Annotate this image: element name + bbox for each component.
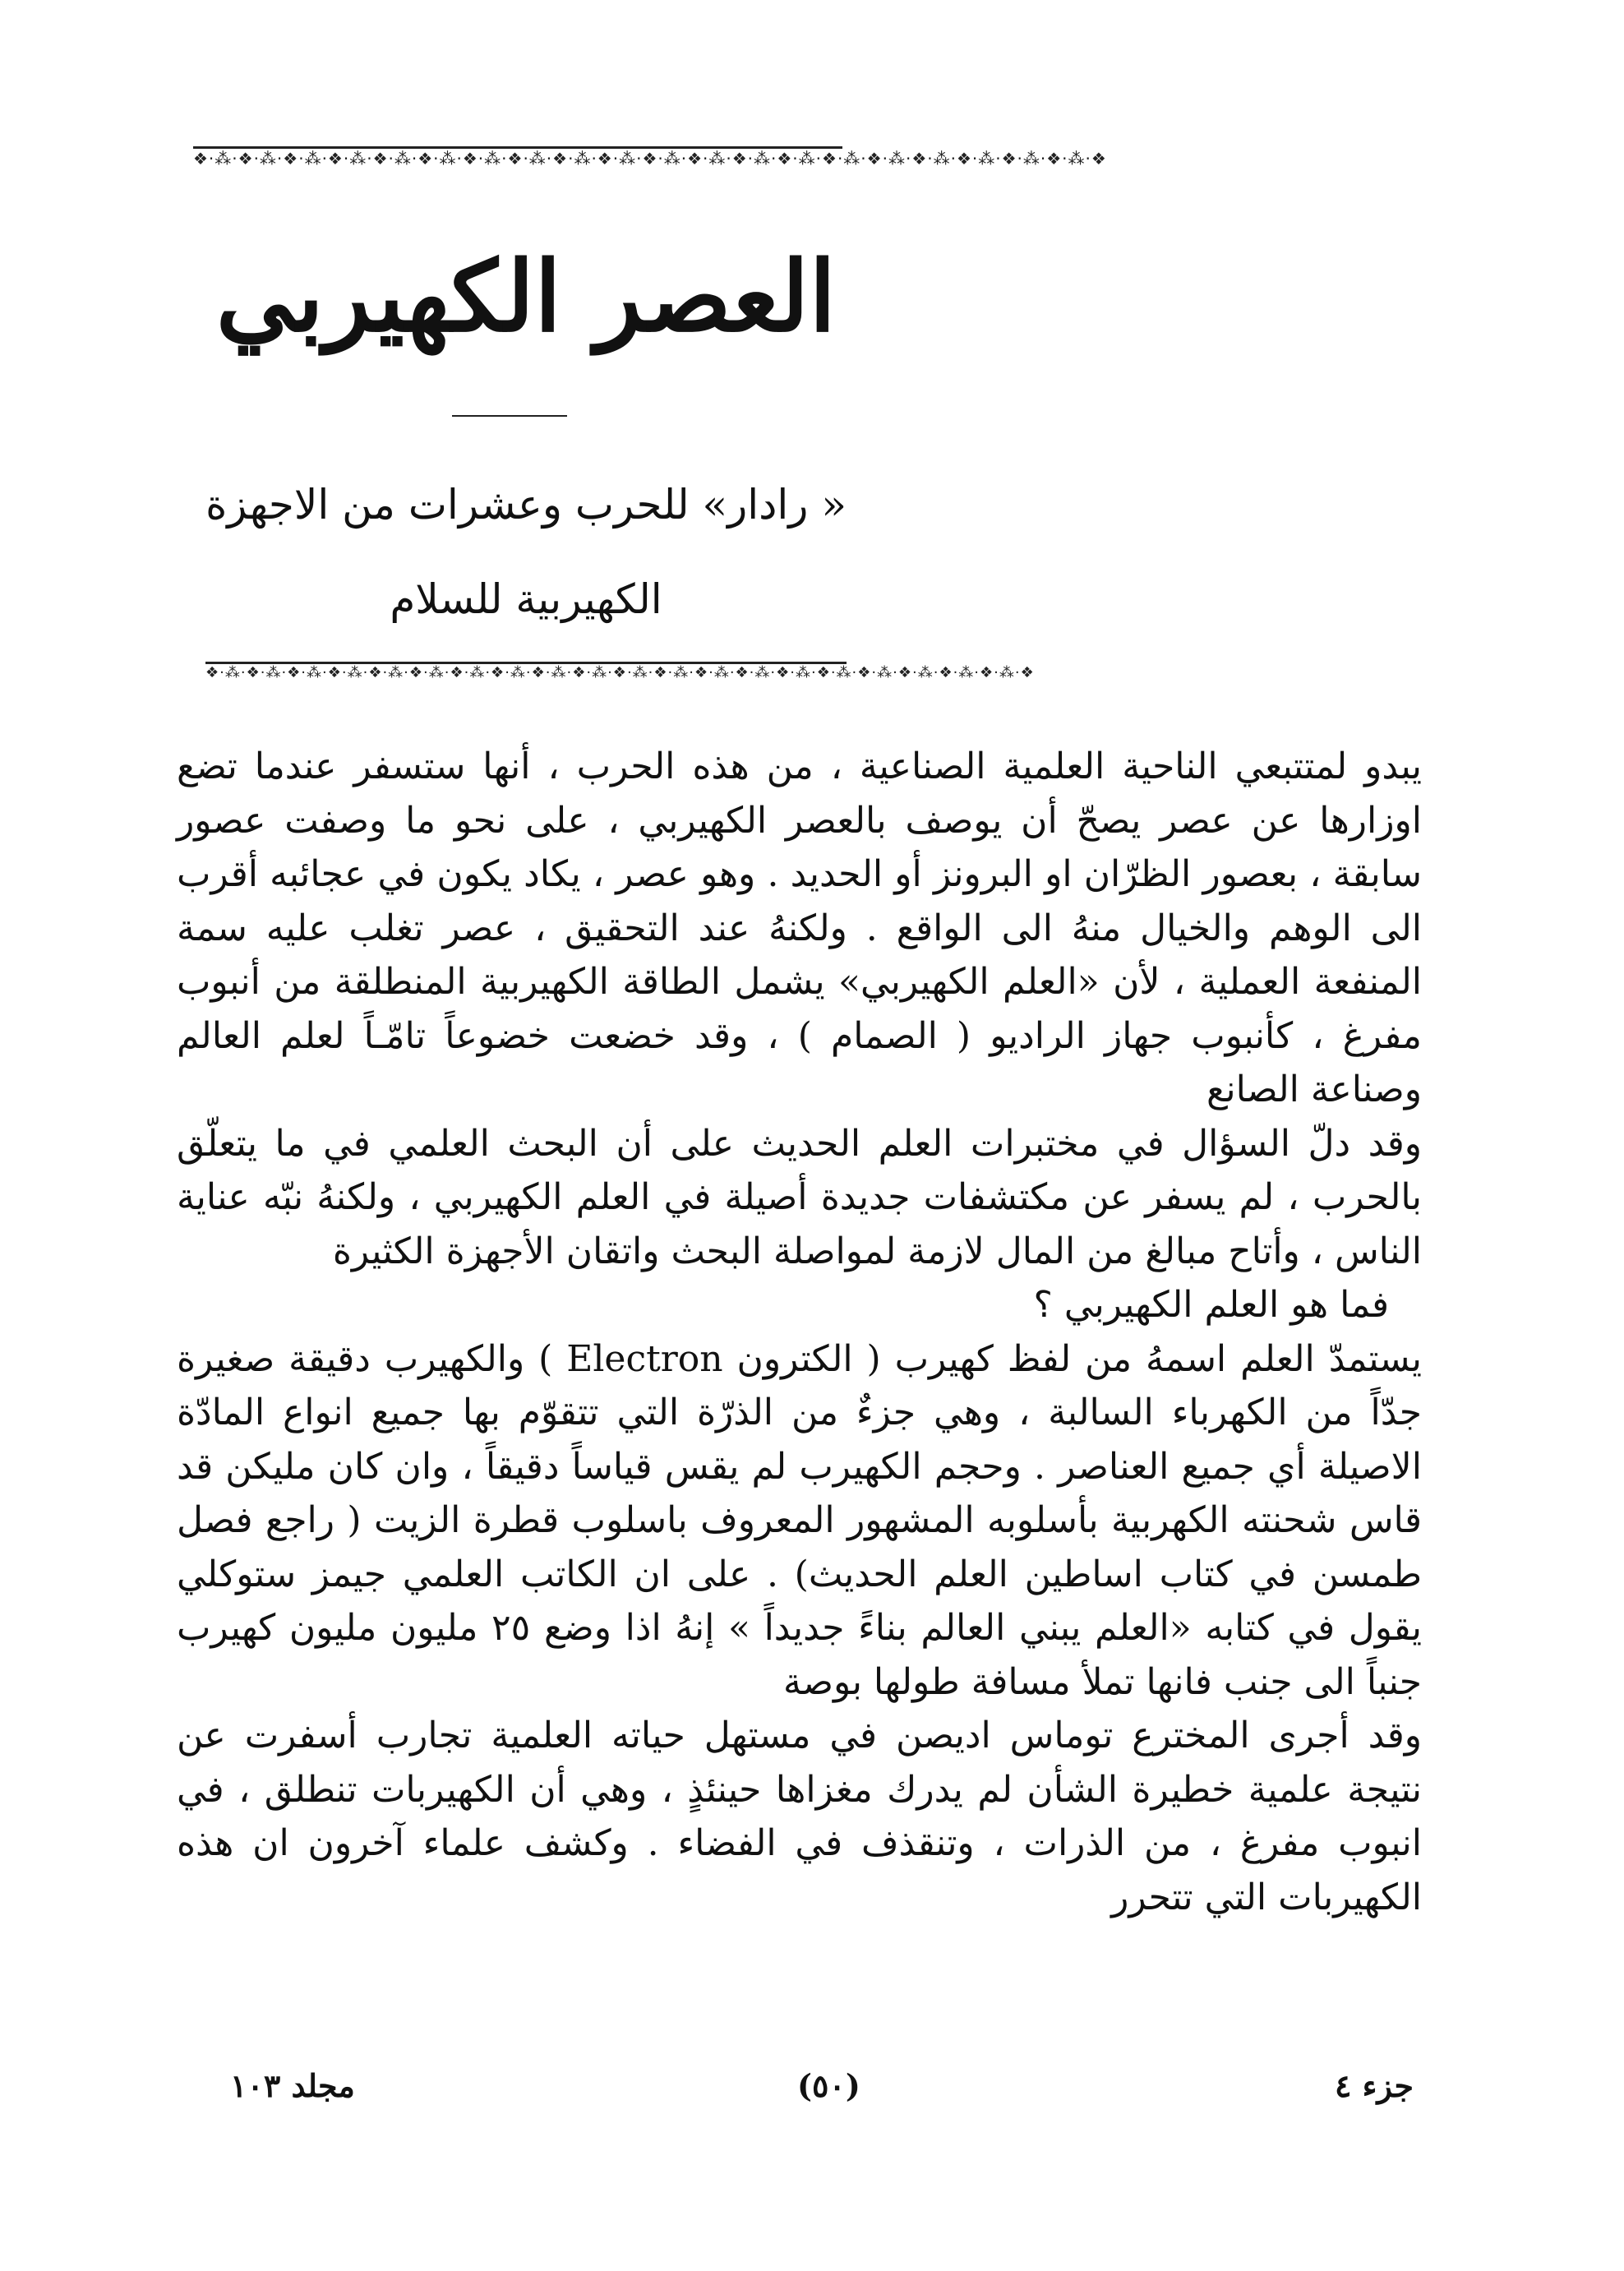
- title-divider: [452, 415, 567, 417]
- section-ornament-border: ❖·⁂·❖·⁂·❖·⁂·❖·⁂·❖·⁂·❖·⁂·❖·⁂·❖·⁂·❖·⁂·❖·⁂·❖·⁂·❖·⁂·❖·⁂·❖·⁂·❖·⁂·❖·⁂·❖·⁂·❖·⁂·❖·⁂·❖·⁂·❖: [205, 662, 847, 681]
- article-body: [177, 740, 1422, 1924]
- footer-page-number: (٥٠): [797, 2067, 860, 2104]
- top-ornament-border: ❖·⁂·❖·⁂·❖·⁂·❖·⁂·❖·⁂·❖·⁂·❖·⁂·❖·⁂·❖·⁂·❖·⁂·❖·⁂·❖·⁂·❖·⁂·❖·⁂·❖·⁂·❖·⁂·❖·⁂·❖·⁂·❖·⁂·❖·⁂·❖: [193, 146, 842, 168]
- paragraph-3: يستمدّ العلم اسمهُ من لفظ كهيرب ( الكترون Electron ) والكهيرب دقيقة صغيرة جدّاً من الكهرباء السالبة ، وهي جزءٌ من الذرّة التي تتقوّم بها جميع انواع المادّة الاصيلة أي جميع العناصر . وحجم الكهيرب لم يقس قياساً دقيقاً ، وان كان مليكن قد قاس شحنته الكهربية بأسلوبه المشهور المعروف باسلوب قطرة الزيت ( راجع فصل طمسن في كتاب اساطين العلم الحديث) . على ان الكاتب العلمي جيمز ستوكلي يقول في كتابه «العلم يبني العالم بناءً جديداً » إنهُ اذا وضع ٢٥ مليون مليون كهيرب جنباً الى جنب فانها تملأ مسافة طولها بوصة: [177, 1337, 1423, 1703]
- paragraph-1: يبدو لمتتبعي الناحية العلمية الصناعية ، من هذه الحرب ، أنها ستسفر عندما تضع اوزارها عن عصر يصحّ أن يوصف بالعصر الكهيربي ، على نحو ما وصفت عصور سابقة ، بعصور الظرّان او البرونز أو الحديد . وهو عصر ، يكاد يكون في عجائبه أقرب الى الوهم والخيال منهُ الى الواقع . ولكنهُ عند التحقيق ، عصر تغلب عليه سمة المنفعة العملية ، لأن «العلم الكهيربي» يشمل الطاقة الكهيربية المنطلقة من أنبوب مفرغ ، كأنبوب جهاز الراديو ( الصمام ) ، وقد خضعت خضوعاً تامّـاً لعلم العالم وصناعة الصانع: [177, 745, 1422, 1110]
- paragraph-4: وقد أجرى المخترع توماس اديصن في مستهل حياته العلمية تجارب أسفرت عن نتيجة علمية خطيرة الشأن لم يدرك مغزاها حينئذٍ ، وهي أن الكهيربات تنطلق ، في انبوب مفرغ ، من الذرات ، وتنقذف في الفضاء . وكشف علماء آخرون ان هذه الكهيربات التي تتحرر: [177, 1715, 1422, 1918]
- article-title: العصر الكهيربي: [215, 239, 837, 353]
- footer-part: جزء ٤: [1335, 2067, 1414, 2104]
- subtitle-line-2: الكهيربية للسلام: [390, 575, 662, 623]
- paragraph-2: وقد دلّ السؤال في مختبرات العلم الحديث على أن البحث العلمي في ما يتعلّق بالحرب ، لم يسفر عن مكتشفات جديدة أصيلة في العلم الكهيربي ، ولكنهُ نبّه عناية الناس ، وأتاح مبالغ من المال لازمة لمواصلة البحث واتقان الأجهزة الكثيرة: [177, 1122, 1422, 1272]
- section-question: فما هو العلم الكهيربي ؟: [1033, 1284, 1389, 1326]
- subtitle-line-1: « رادار» للحرب وعشرات من الاجهزة: [205, 481, 847, 529]
- footer-volume: مجلد ١٠٣: [230, 2067, 355, 2104]
- page-footer: [230, 2067, 1414, 2116]
